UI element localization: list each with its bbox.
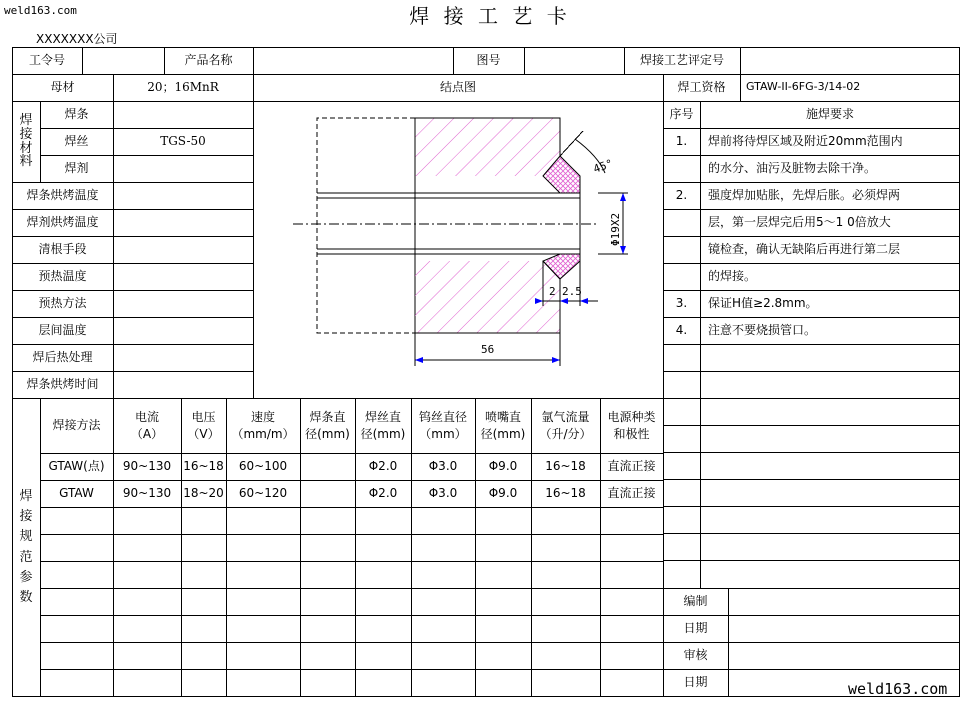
param-cell: GTAW(点) bbox=[48, 459, 105, 474]
req-seq: 3. bbox=[675, 296, 688, 311]
materials-group-label bbox=[12, 101, 40, 182]
signoff-prepared-label: 编制 bbox=[683, 594, 708, 609]
left-row-label: 预热方法 bbox=[38, 296, 87, 311]
joint-diagram-label: 结点图 bbox=[439, 80, 476, 95]
wire-label: 焊丝 bbox=[64, 134, 89, 149]
param-cell: 16~18 bbox=[183, 459, 224, 474]
left-row-label: 预热温度 bbox=[38, 269, 87, 284]
signoff-review-label: 审核 bbox=[683, 648, 708, 663]
req-seq bbox=[663, 236, 700, 263]
angle-label: 45° bbox=[591, 156, 615, 176]
req-text: 的焊接。 bbox=[708, 269, 757, 284]
req-seq: 4. bbox=[675, 323, 688, 338]
joint-drawing bbox=[253, 101, 663, 398]
base-metal-label: 母材 bbox=[50, 80, 75, 95]
signoff-date-value[interactable] bbox=[728, 615, 960, 642]
left-row-label: 层间温度 bbox=[38, 323, 87, 338]
param-cell: Φ3.0 bbox=[428, 459, 458, 474]
param-cell: 90~130 bbox=[122, 486, 172, 501]
work-no-label: 工令号 bbox=[28, 53, 65, 68]
seq-header: 序号 bbox=[669, 107, 694, 122]
params-group-label bbox=[12, 398, 40, 697]
wire-value: TGS-50 bbox=[160, 134, 206, 149]
req-seq bbox=[663, 209, 700, 236]
param-cell: 直流正接 bbox=[607, 459, 656, 474]
param-cell: Φ9.0 bbox=[488, 486, 518, 501]
product-name-value[interactable] bbox=[253, 47, 453, 74]
diameter-label: Φ19X2 bbox=[609, 212, 622, 246]
param-header: 电源种类 和极性 bbox=[607, 410, 656, 441]
params-group-text: 焊接规范参数 bbox=[19, 489, 33, 605]
left-row-label: 焊条烘烤时间 bbox=[26, 377, 99, 392]
param-cell: Φ2.0 bbox=[368, 459, 398, 474]
param-cell: 直流正接 bbox=[607, 486, 656, 501]
param-cell: Φ9.0 bbox=[488, 459, 518, 474]
req-seq: 1. bbox=[675, 134, 688, 149]
param-cell: 60~120 bbox=[238, 486, 288, 501]
welder-qual-label: 焊工资格 bbox=[677, 80, 726, 95]
electrode-label: 焊条 bbox=[64, 107, 89, 122]
req-text: 镜检查，确认无缺陷后再进行第二层 bbox=[708, 242, 901, 257]
dim-56: 56 bbox=[481, 343, 495, 356]
materials-group-text: 焊接材料 bbox=[19, 113, 33, 170]
param-cell bbox=[300, 480, 355, 507]
param-cell: 18~20 bbox=[183, 486, 224, 501]
param-cell: 60~100 bbox=[238, 459, 288, 474]
dim-2: 2 bbox=[549, 285, 556, 298]
param-cell: 90~130 bbox=[122, 459, 172, 474]
drawing-no-value[interactable] bbox=[524, 47, 624, 74]
left-row-label: 焊剂烘烤温度 bbox=[26, 215, 99, 230]
watermark-top: weld163.com bbox=[4, 4, 77, 17]
req-seq bbox=[663, 263, 700, 290]
param-header: 焊接方法 bbox=[52, 418, 101, 433]
param-header: 氩气流量 （升/分） bbox=[539, 410, 592, 441]
param-header: 电流 （A） bbox=[130, 410, 164, 441]
wps-value[interactable] bbox=[740, 47, 960, 74]
flux-label: 焊剂 bbox=[64, 161, 89, 176]
param-header: 喷嘴直 径(mm) bbox=[480, 410, 526, 441]
signoff-prepared-value[interactable] bbox=[728, 588, 960, 615]
dim-2-5: 2.5 bbox=[562, 285, 582, 298]
req-text: 注意不要烧损管口。 bbox=[708, 323, 817, 338]
param-header: 速度 （mm/m） bbox=[231, 410, 295, 441]
work-no-value[interactable] bbox=[82, 47, 164, 74]
param-cell: Φ3.0 bbox=[428, 486, 458, 501]
req-header: 施焊要求 bbox=[805, 107, 854, 122]
req-text: 的水分、油污及脏物去除干净。 bbox=[708, 161, 877, 176]
param-cell bbox=[300, 453, 355, 480]
company-name: XXXXXXX公司 bbox=[36, 32, 118, 46]
product-name-label: 产品名称 bbox=[184, 53, 233, 68]
left-row-label: 焊条烘烤温度 bbox=[26, 188, 99, 203]
param-header: 焊条直 径(mm) bbox=[305, 410, 350, 441]
param-cell: GTAW bbox=[59, 486, 94, 501]
page-title: 焊 接 工 艺 卡 bbox=[409, 4, 571, 28]
signoff-review-value[interactable] bbox=[728, 642, 960, 669]
req-seq bbox=[663, 155, 700, 182]
param-cell: 16~18 bbox=[545, 486, 586, 501]
left-row-label: 焊后热处理 bbox=[32, 350, 93, 365]
req-seq: 2. bbox=[675, 188, 688, 203]
base-metal-value: 20；16MnR bbox=[147, 80, 219, 95]
param-cell: Φ2.0 bbox=[368, 486, 398, 501]
param-header: 电压 （V） bbox=[187, 410, 220, 441]
param-cell: 16~18 bbox=[545, 459, 586, 474]
req-text: 强度焊加贴胀，先焊后胀。必须焊两 bbox=[708, 188, 901, 203]
req-text: 层，第一层焊完后用5～1 0倍放大 bbox=[708, 215, 891, 230]
req-text: 焊前将待焊区域及附近20mm范围内 bbox=[708, 134, 903, 149]
left-row-label: 清根手段 bbox=[38, 242, 87, 257]
param-header: 焊丝直 径(mm) bbox=[360, 410, 406, 441]
drawing-no-label: 图号 bbox=[476, 53, 501, 68]
tube-sheet-lower bbox=[415, 261, 560, 333]
watermark-bottom: weld163.com bbox=[848, 680, 948, 698]
welder-qual-value: GTAW-II-6FG-3/14-02 bbox=[746, 80, 861, 94]
signoff-date2-label: 日期 bbox=[683, 675, 708, 690]
signoff-date-label: 日期 bbox=[683, 621, 708, 636]
req-text: 保证H值≥2.8mm。 bbox=[708, 296, 818, 311]
wps-label: 焊接工艺评定号 bbox=[639, 53, 724, 68]
param-header: 钨丝直径 （mm） bbox=[418, 410, 467, 441]
tube bbox=[293, 193, 598, 254]
